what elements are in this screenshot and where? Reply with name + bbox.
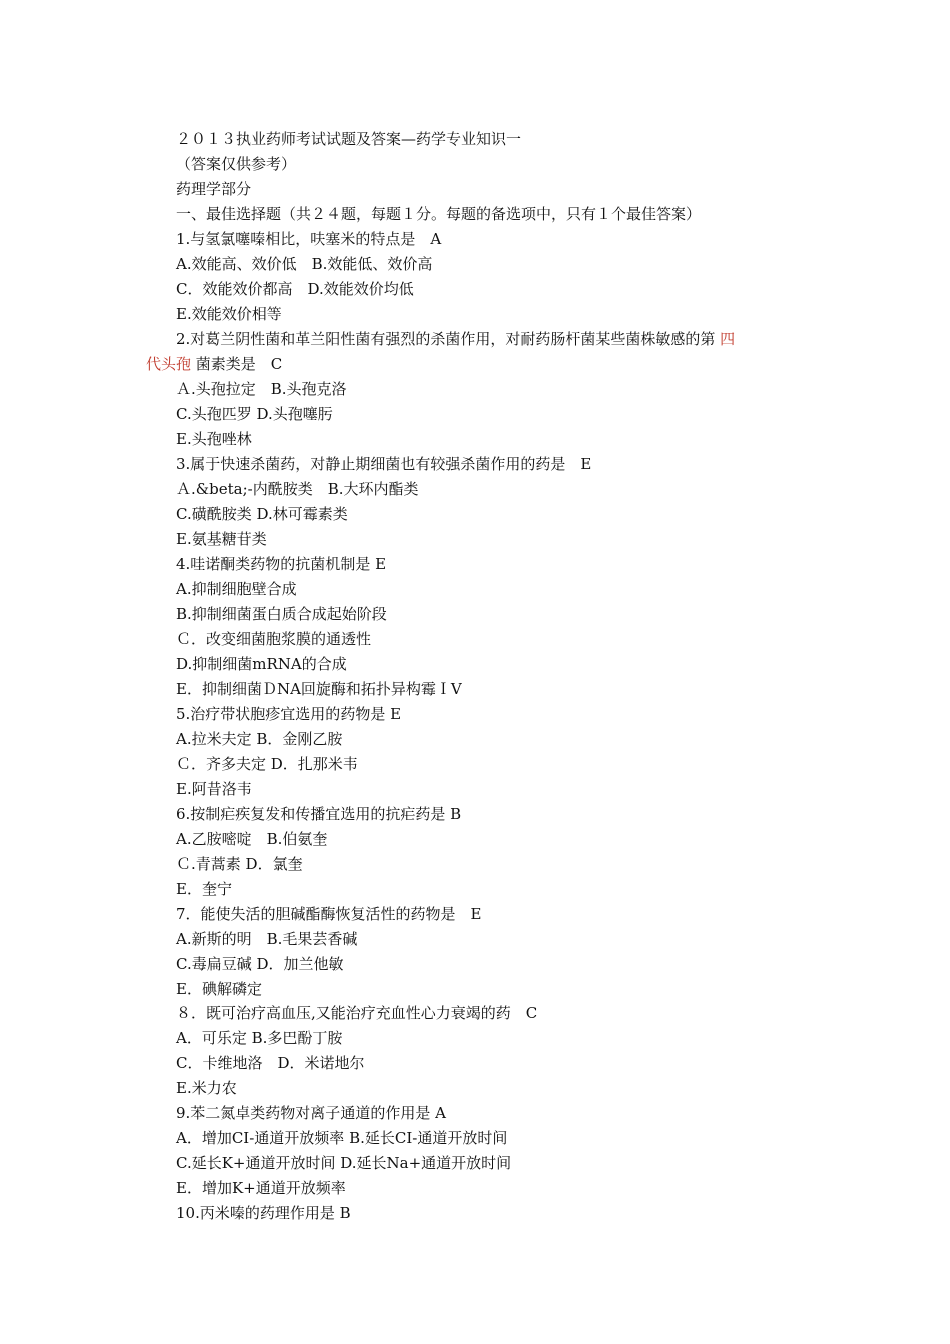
option-line: Ａ.&beta;-内酰胺类 B.大环内酯类 xyxy=(176,480,419,498)
option-line: E.阿昔洛韦 xyxy=(176,780,252,798)
option-line: D.抑制细菌mRNA的合成 xyxy=(176,655,347,673)
question-line: ８．既可治疗高血压,又能治疗充血性心力衰竭的药 C xyxy=(176,1004,538,1022)
highlight-text: 四 xyxy=(720,330,736,348)
highlight-text: 代头孢 xyxy=(146,355,192,373)
option-line: Ｃ．改变细菌胞浆膜的通透性 xyxy=(176,630,372,648)
option-line: C．效能效价都高 D.效能效价均低 xyxy=(176,280,414,298)
option-line: C.磺酰胺类 D.林可霉素类 xyxy=(176,505,348,523)
option-line: C．卡维地洛 D．米诺地尔 xyxy=(176,1054,365,1072)
option-line: B.抑制细菌蛋白质合成起始阶段 xyxy=(176,605,387,623)
question-line xyxy=(176,329,735,349)
question-line: 3.属于快速杀菌药，对静止期细菌也有较强杀菌作用的药是 E xyxy=(176,455,592,473)
question-line: 7．能使失活的胆碱酯酶恢复活性的药物是 E xyxy=(176,905,482,923)
option-line: C.延长K+通道开放时间 D.延长Na+通道开放时间 xyxy=(176,1154,512,1172)
section-heading: 药理学部分 xyxy=(176,180,252,198)
question-line: 1.与氢氯噻嗪相比，呋塞米的特点是 A xyxy=(176,230,442,248)
option-line: A．增加CI-通道开放频率 B.延长CI-通道开放时间 xyxy=(176,1129,508,1147)
option-line: E.效能效价相等 xyxy=(176,305,282,323)
option-line: E．碘解磷定 xyxy=(176,980,262,998)
option-line: A.拉米夫定 B．金刚乙胺 xyxy=(176,730,343,748)
option-line: E.头孢唑林 xyxy=(176,430,252,448)
doc-note: （答案仅供参考） xyxy=(176,155,297,173)
option-line: A.效能高、效价低 B.效能低、效价高 xyxy=(176,255,433,273)
option-line: A.抑制细胞壁合成 xyxy=(176,580,297,598)
option-line: Ａ.头孢拉定 B.头孢克洛 xyxy=(176,380,347,398)
option-line: E．抑制细菌ＤNA回旋酶和拓扑异构霉ＩⅤ xyxy=(176,680,462,698)
part-heading: 一、最佳选择题（共２４题，每题１分。每题的备选项中，只有１个最佳答案） xyxy=(176,205,702,223)
option-line: C.毒扁豆碱 D．加兰他敏 xyxy=(176,955,344,973)
option-line: Ｃ.青蒿素 D．氯奎 xyxy=(176,855,303,873)
option-line: E．增加K+通道开放频率 xyxy=(176,1179,346,1197)
question-line: 6.按制疟疾复发和传播宜选用的抗疟药是 B xyxy=(176,805,462,823)
question-line: 9.苯二氮卓类药物对离子通道的作用是 A xyxy=(176,1104,446,1122)
question-text: 2.对葛兰阴性菌和革兰阳性菌有强烈的杀菌作用，对耐药肠杆菌某些菌株敏感的第 xyxy=(176,330,716,348)
question-line: 4.哇诺酮类药物的抗菌机制是 E xyxy=(176,555,387,573)
option-line: C.头孢匹罗 D.头孢噻肟 xyxy=(176,405,333,423)
option-line: E.氨基糖苷类 xyxy=(176,530,267,548)
question-line-continued xyxy=(146,354,282,374)
option-line: A.新斯的明 B.毛果芸香碱 xyxy=(176,930,358,948)
option-line: E.米力农 xyxy=(176,1079,237,1097)
doc-title: ２０１３执业药师考试试题及答案—药学专业知识一 xyxy=(176,130,522,148)
option-line: A.乙胺嘧啶 B.伯氨奎 xyxy=(176,830,328,848)
question-line: 10.丙米嗪的药理作用是 B xyxy=(176,1204,351,1222)
question-line: 5.治疗带状胞疹宜选用的药物是 E xyxy=(176,705,402,723)
question-text: 菌素类是 C xyxy=(195,355,283,373)
option-line: A．可乐定 B.多巴酚丁胺 xyxy=(176,1029,343,1047)
option-line: Ｃ．齐多夫定 D．扎那米韦 xyxy=(176,755,358,773)
option-line: E．奎宁 xyxy=(176,880,232,898)
